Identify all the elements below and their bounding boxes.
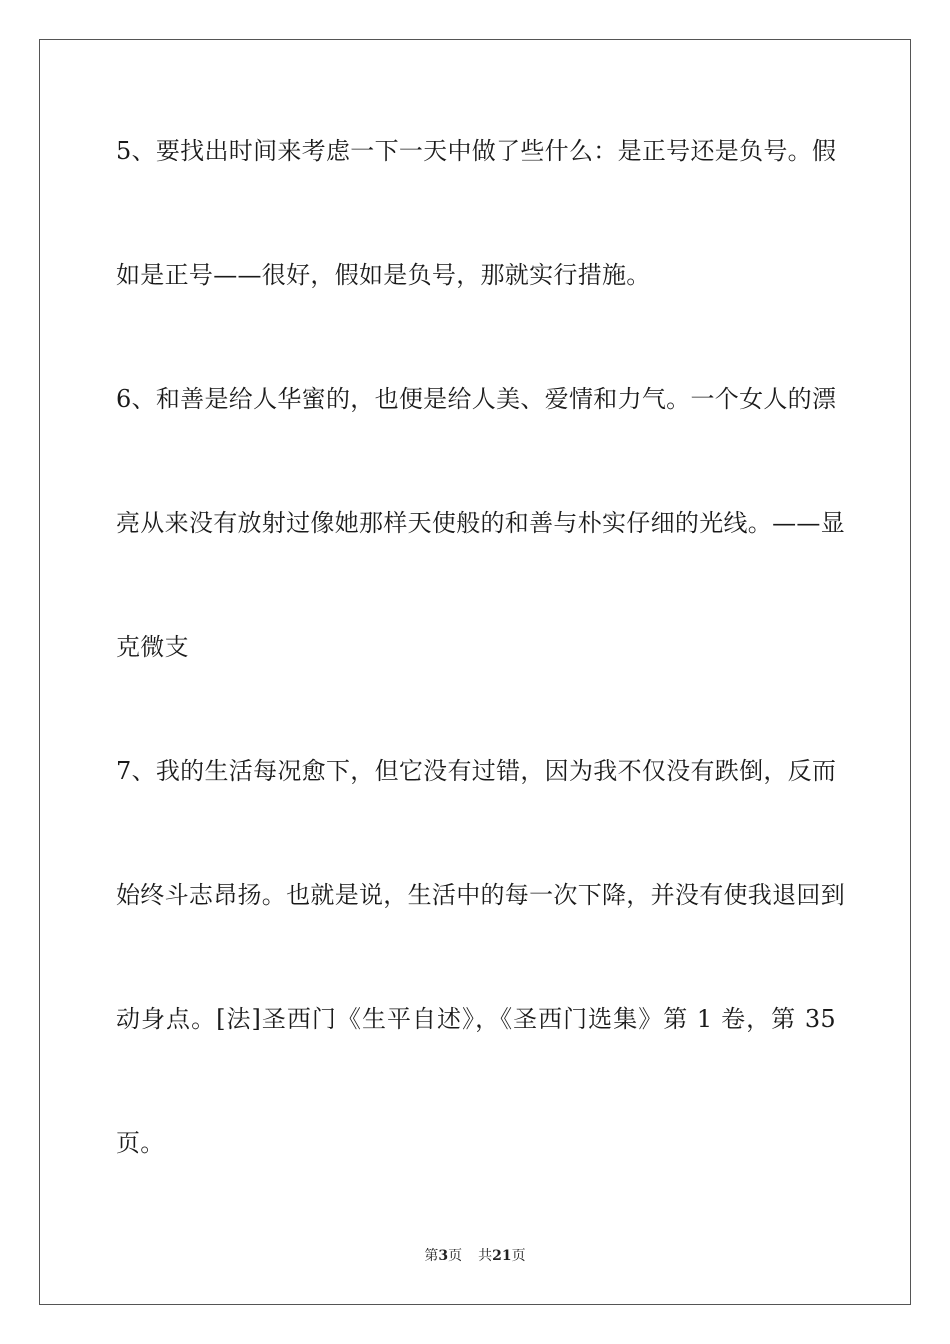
paragraph-7-line-2: 始终斗志昂扬。也就是说，生活中的每一次下降，并没有使我退回到	[116, 881, 845, 909]
paragraph-5-line-1: 5、要找出时间来考虑一下一天中做了些什么：是正号还是负号。假	[116, 137, 837, 165]
paragraph-6-line-1: 6、和善是给人华蜜的，也便是给人美、爱情和力气。一个女人的漂	[116, 385, 837, 413]
paragraph-6-line-2: 亮从来没有放射过像她那样天使般的和善与朴实仔细的光线。——显	[116, 509, 845, 537]
total-suffix: 页	[511, 1248, 526, 1264]
total-pages-indicator	[478, 1248, 525, 1264]
paragraph-7-line-3: 动身点。[法]圣西门《生平自述》，《圣西门选集》第 1 卷，第 35	[116, 1005, 836, 1033]
page-prefix: 第	[424, 1248, 439, 1264]
total-prefix: 共	[478, 1248, 493, 1264]
paragraph-5-line-2: 如是正号——很好，假如是负号，那就实行措施。	[116, 261, 651, 289]
paragraph-6-line-3: 克微支	[116, 633, 189, 661]
page-number: 3	[438, 1248, 449, 1264]
page-frame	[39, 39, 911, 1305]
paragraph-7-line-1: 7、我的生活每况愈下，但它没有过错，因为我不仅没有跌倒，反而	[116, 757, 837, 785]
page-footer	[0, 1247, 950, 1265]
paragraph-7-line-4: 页。	[116, 1129, 165, 1157]
page-indicator	[424, 1248, 462, 1264]
page-suffix: 页	[448, 1248, 463, 1264]
total-pages: 21	[492, 1248, 512, 1264]
